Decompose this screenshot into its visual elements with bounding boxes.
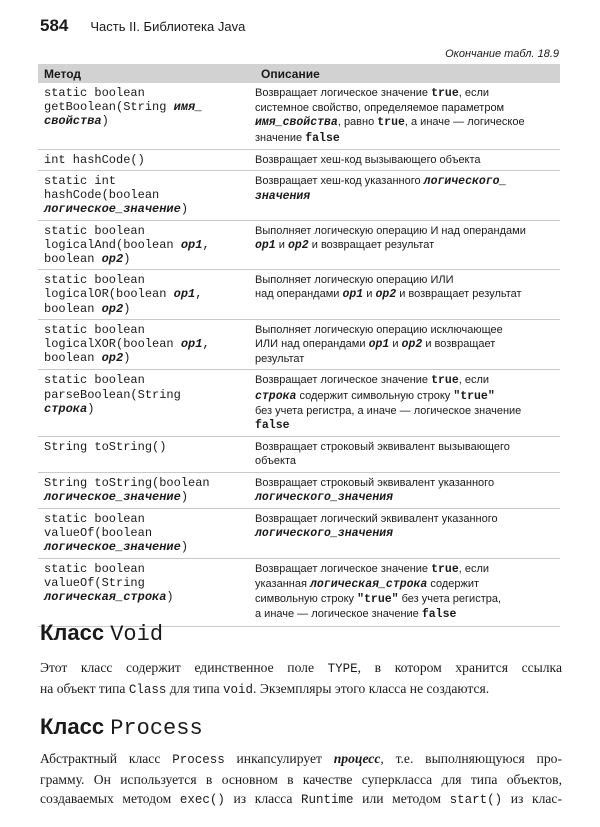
text-run: static boolean xyxy=(44,373,145,388)
text-run: указанная xyxy=(255,577,310,590)
methods-table xyxy=(38,64,560,627)
method-cell xyxy=(38,512,249,555)
text-run: системное свойство, определяемое параметром xyxy=(255,102,505,115)
text-line xyxy=(44,238,249,252)
text-line xyxy=(44,490,249,504)
text-run: boolean xyxy=(44,351,102,366)
text-line xyxy=(255,86,558,101)
code-literal: "true" xyxy=(357,593,399,607)
inline-code: Runtime xyxy=(301,793,354,807)
text-run: logicalXOR(boolean xyxy=(44,337,181,352)
description-cell xyxy=(249,323,560,367)
text-run: и возвращает результат xyxy=(308,238,435,251)
table-row xyxy=(38,221,560,271)
text-run: Возвращает хеш-код указанного xyxy=(255,175,424,188)
text-run: ИЛИ над операндами xyxy=(255,338,369,351)
text-line xyxy=(255,389,558,404)
text-line xyxy=(44,302,249,316)
text-run: logicalOR(boolean xyxy=(44,287,174,302)
text-run: ) xyxy=(123,351,131,366)
param-name: op1 xyxy=(180,237,203,252)
method-cell xyxy=(38,224,249,267)
description-cell xyxy=(249,153,560,167)
text-line xyxy=(44,562,249,576)
text-line xyxy=(44,440,249,454)
text-line xyxy=(255,440,558,454)
text-run: без учета регистра, xyxy=(398,593,502,606)
param-reference: op2 xyxy=(287,238,309,252)
text-line xyxy=(44,224,249,238)
text-run: Возвращает строковый эквивалент указанного xyxy=(255,476,495,489)
text-run: boolean xyxy=(44,252,102,267)
table-header xyxy=(38,64,560,83)
text-line xyxy=(255,238,558,253)
text-run: Возвращает логическое значение xyxy=(255,562,432,575)
emphasis: процесс xyxy=(333,751,381,766)
text-line xyxy=(255,323,558,337)
text-line xyxy=(44,476,249,490)
text-run: из класса xyxy=(224,791,302,806)
text-line xyxy=(44,86,249,100)
text-line xyxy=(255,287,558,302)
text-run: создаваемых методом xyxy=(40,791,180,806)
text-line xyxy=(255,577,558,592)
inline-code: exec() xyxy=(179,793,225,807)
table-row xyxy=(38,509,560,559)
description-cell xyxy=(249,273,560,316)
table-row xyxy=(38,559,560,627)
text-line xyxy=(44,540,249,554)
running-title: Часть II. Библиотека Java xyxy=(90,19,246,34)
text-line xyxy=(255,418,558,433)
text-run: boolean xyxy=(44,301,102,316)
param-reference: op2 xyxy=(401,338,423,352)
text-run: static boolean xyxy=(44,512,145,527)
table-caption: Окончание табл. 18.9 xyxy=(445,48,559,60)
param-reference: логического_ xyxy=(423,175,507,189)
code-literal: true xyxy=(431,562,459,576)
param-reference: логического_значения xyxy=(255,490,394,504)
text-run: static boolean xyxy=(44,223,145,238)
param-reference: логическая_строка xyxy=(310,577,428,591)
table-row xyxy=(38,473,560,509)
method-cell xyxy=(38,323,249,367)
text-run: без учета регистра, а иначе — логическое значение xyxy=(255,404,522,417)
section-paragraph-void xyxy=(40,658,562,700)
text-line xyxy=(44,188,249,202)
inline-code: TYPE xyxy=(327,662,358,676)
method-cell xyxy=(38,476,249,505)
param-name: op1 xyxy=(173,287,196,302)
text-run: , равно xyxy=(337,116,378,129)
text-run: Выполняет логическую операцию исключающее xyxy=(255,323,503,336)
text-run: , если xyxy=(458,562,490,575)
section-title-code: Process xyxy=(110,716,203,741)
text-run: ) xyxy=(166,590,174,605)
text-run: ) xyxy=(180,202,189,217)
text-line xyxy=(255,562,558,577)
text-line xyxy=(255,153,558,167)
table-body xyxy=(38,83,560,627)
code-literal: "true" xyxy=(453,389,495,403)
text-run: ) xyxy=(123,252,131,267)
text-line xyxy=(44,287,249,301)
method-cell xyxy=(38,373,249,433)
text-line xyxy=(255,101,558,115)
description-cell xyxy=(249,512,560,555)
column-header-method: Метод xyxy=(44,66,82,81)
param-name: логическое_значение xyxy=(44,540,181,555)
text-line xyxy=(44,351,249,365)
text-run: или методом xyxy=(353,791,450,806)
text-run: Выполняет логическую операцию ИЛИ xyxy=(255,274,454,287)
description-cell xyxy=(249,174,560,217)
text-line xyxy=(255,131,558,146)
text-run: , xyxy=(195,287,203,302)
text-line xyxy=(255,352,558,366)
text-line xyxy=(44,402,249,416)
text-line xyxy=(40,658,562,679)
inline-code: start() xyxy=(449,793,503,807)
text-run: String toString() xyxy=(44,440,167,455)
text-run: Этот класс содержит единственное поле xyxy=(40,660,328,675)
param-name: op2 xyxy=(101,252,124,267)
method-cell xyxy=(38,562,249,623)
text-run: Возвращает строковый эквивалент вызывающего xyxy=(255,441,510,454)
text-line xyxy=(255,476,558,490)
text-line xyxy=(44,526,249,540)
code-literal: false xyxy=(255,419,290,433)
description-cell xyxy=(249,562,560,623)
section-title-text: Класс xyxy=(40,620,111,645)
text-line xyxy=(255,115,558,130)
text-run: содержит xyxy=(427,577,480,590)
text-line xyxy=(44,373,249,387)
param-reference: строка xyxy=(255,389,297,403)
param-name: логическая_строка xyxy=(44,590,167,605)
description-cell xyxy=(249,476,560,505)
text-line xyxy=(44,337,249,351)
param-name: свойства xyxy=(44,114,102,129)
text-run: ) xyxy=(123,301,131,316)
text-line xyxy=(44,512,249,526)
code-literal: true xyxy=(377,116,405,130)
text-line xyxy=(255,512,558,526)
table-row xyxy=(38,270,560,320)
text-run: Выполняет логическую операцию И над операндами xyxy=(255,224,526,237)
param-name: строка xyxy=(44,401,88,416)
text-run: Возвращает логическое значение xyxy=(255,87,432,99)
text-run: String toString(boolean xyxy=(44,475,210,490)
method-cell xyxy=(38,174,249,217)
text-run: logicalAnd(boolean xyxy=(44,237,181,252)
text-run: и xyxy=(363,288,376,301)
param-name: логическое_значение xyxy=(44,489,181,504)
text-line xyxy=(44,114,249,128)
text-line xyxy=(44,273,249,287)
text-run: static boolean xyxy=(44,273,145,288)
text-run: , xyxy=(202,337,210,352)
text-run: на объект типа xyxy=(40,681,129,696)
text-line xyxy=(44,252,249,266)
param-name: op1 xyxy=(180,337,203,352)
text-run: , если xyxy=(458,87,490,99)
method-cell xyxy=(38,86,249,146)
table-row xyxy=(38,171,560,221)
text-run: , если xyxy=(458,374,490,387)
text-run: над операндами xyxy=(255,288,343,301)
text-line xyxy=(44,174,249,188)
param-name: логическое_значение xyxy=(44,202,181,217)
text-line xyxy=(255,607,558,622)
text-line xyxy=(40,770,562,789)
inline-code: Class xyxy=(128,683,167,697)
text-line xyxy=(255,373,558,388)
text-run: ) xyxy=(87,401,95,416)
param-reference: имя_свойства xyxy=(255,116,338,130)
text-line xyxy=(255,189,558,204)
method-cell xyxy=(38,273,249,316)
text-run: результат xyxy=(255,353,305,366)
param-reference: op1 xyxy=(342,288,364,302)
text-run: . Экземпляры этого класса не создаются. xyxy=(253,681,490,696)
text-line xyxy=(44,202,249,216)
param-reference: op1 xyxy=(368,338,390,352)
text-run: инкапсулирует xyxy=(224,751,334,766)
text-run: valueOf(boolean xyxy=(44,526,153,541)
text-line xyxy=(255,224,558,238)
text-run: static boolean xyxy=(44,561,145,576)
text-run: Возвращает логическое значение xyxy=(255,374,432,387)
table-row xyxy=(38,83,560,150)
code-literal: false xyxy=(421,608,457,622)
text-run: parseBoolean(String xyxy=(44,387,181,402)
text-line xyxy=(40,679,562,700)
inline-code: Process xyxy=(172,753,225,767)
param-reference: op1 xyxy=(255,238,276,252)
param-reference: значения xyxy=(255,190,311,204)
text-run: и xyxy=(275,238,288,251)
description-cell xyxy=(249,86,560,146)
text-run: , а иначе — логическое xyxy=(404,116,525,129)
text-run: из клас- xyxy=(502,791,562,806)
section-title-process xyxy=(40,714,203,742)
text-line xyxy=(255,404,558,418)
text-run: грамму. Он используется в основном в качестве суперкласса для типа объектов, xyxy=(40,772,562,787)
text-run: Абстрактный класс xyxy=(40,751,173,766)
code-literal: false xyxy=(305,131,340,145)
section-title-void xyxy=(40,620,163,648)
description-cell xyxy=(249,373,560,433)
text-run: , т.е. выполняющуюся про- xyxy=(380,751,562,766)
description-cell xyxy=(249,440,560,468)
text-run: значение xyxy=(255,131,306,144)
text-run: static boolean xyxy=(44,86,145,100)
text-line xyxy=(40,789,562,810)
text-line xyxy=(44,100,249,114)
text-run: и возвращает xyxy=(422,338,496,351)
text-line xyxy=(255,490,558,505)
section-title-code: Void xyxy=(110,622,164,647)
text-run: int hashCode() xyxy=(44,152,145,167)
table-row xyxy=(38,370,560,437)
running-head xyxy=(40,16,245,38)
text-run: символьную строку xyxy=(255,593,358,606)
text-line xyxy=(44,388,249,402)
param-name: имя_ xyxy=(173,100,203,115)
text-line xyxy=(255,174,558,189)
text-line xyxy=(255,526,558,541)
param-name: op2 xyxy=(101,301,124,316)
text-run: и xyxy=(389,338,402,351)
param-reference: op2 xyxy=(375,288,397,302)
text-line xyxy=(255,454,558,468)
text-line xyxy=(44,576,249,590)
text-line xyxy=(255,273,558,287)
method-cell xyxy=(38,153,249,167)
text-run: и возвращает результат xyxy=(396,288,522,301)
text-run: ) xyxy=(101,114,109,129)
page-number: 584 xyxy=(40,16,69,35)
text-line xyxy=(44,153,249,167)
text-run: static int xyxy=(44,174,117,189)
text-run: hashCode(boolean xyxy=(44,188,160,203)
section-title-text: Класс xyxy=(40,714,111,739)
inline-code: void xyxy=(223,683,254,697)
text-run: ) xyxy=(180,489,189,504)
param-name: op2 xyxy=(101,351,124,366)
section-paragraph-process xyxy=(40,749,562,810)
text-run: valueOf(String xyxy=(44,575,145,590)
text-run: объекта xyxy=(255,455,297,468)
description-cell xyxy=(249,224,560,267)
column-header-description: Описание xyxy=(261,66,320,81)
param-reference: логического_значения xyxy=(255,527,394,541)
table-row xyxy=(38,320,560,371)
text-line xyxy=(40,749,562,770)
text-run: getBoolean(String xyxy=(44,100,174,115)
text-line xyxy=(255,337,558,352)
text-run: а иначе — логическое значение xyxy=(255,608,422,621)
text-run: Возвращает хеш-код вызывающего объекта xyxy=(255,153,481,166)
text-run: Возвращает логический эквивалент указанного xyxy=(255,513,498,526)
text-run: , xyxy=(202,237,210,252)
text-run: ) xyxy=(180,540,189,555)
method-cell xyxy=(38,440,249,468)
text-line xyxy=(255,592,558,607)
code-literal: true xyxy=(431,374,459,388)
text-run: static boolean xyxy=(44,322,145,337)
table-row xyxy=(38,150,560,171)
table-row xyxy=(38,437,560,472)
text-run: , в котором хранится ссылка xyxy=(357,660,562,675)
text-line xyxy=(44,590,249,604)
text-run: содержит символьную строку xyxy=(296,389,454,402)
text-line xyxy=(44,323,249,337)
code-literal: true xyxy=(431,87,459,100)
text-run: для типа xyxy=(166,681,224,696)
